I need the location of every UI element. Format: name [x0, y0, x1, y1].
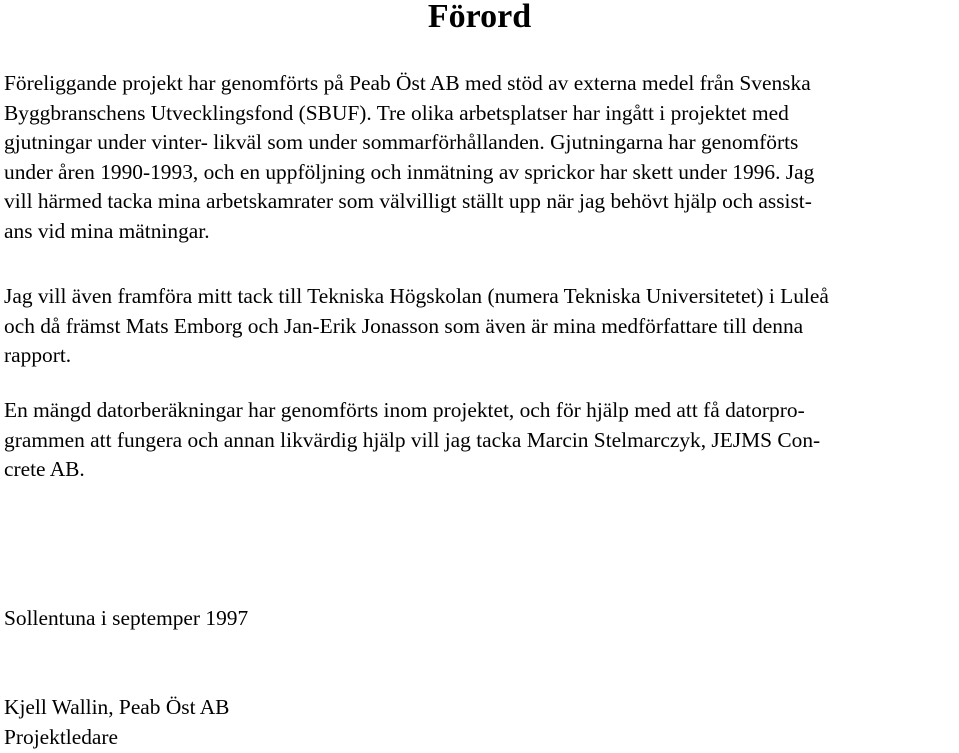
- paragraph-line: Föreliggande projekt har genomförts på Peab Öst AB med stöd av externa medel från Svenska: [4, 71, 811, 95]
- page-title: Förord: [427, 0, 532, 35]
- paragraph-line: Jag vill även framföra mitt tack till Tekniska Högskolan (numera Tekniska Universitetet) i Luleå: [4, 284, 829, 308]
- paragraph-line: rapport.: [4, 343, 72, 367]
- signature-block: [4, 693, 956, 752]
- paragraph-line: Byggbranschens Utvecklingsfond (SBUF). Tre olika arbetsplatser har ingått i projektet med: [4, 100, 789, 125]
- paragraph-line: och då främst Mats Emborg och Jan-Erik Jonasson som även är mina medförfattare till denna: [4, 313, 804, 338]
- paragraph-line: gjutningar under vinter- likväl som under sommarförhållanden. Gjutningarna har genomförts: [4, 130, 799, 154]
- place-date-line: Sollentuna i septemper 1997: [4, 606, 249, 630]
- paragraph-line: vill härmed tacka mina arbetskamrater som välvilligt ställt upp när jag behövt hjälp och assist-: [4, 189, 812, 213]
- paragraph-line: grammen att fungera och annan likvärdig hjälp vill jag tacka Marcin Stelmarczyk, JEJMS Con-: [4, 427, 821, 452]
- paragraph-line: ans vid mina mätningar.: [4, 218, 210, 243]
- paragraph-acknowledgement-3: [4, 396, 956, 485]
- paragraph-line: under åren 1990-1993, och en uppföljning och inmätning av sprickor har skett under 1996. Jag: [4, 159, 815, 184]
- signer-name: Kjell Wallin, Peab Öst AB: [4, 695, 230, 719]
- signature-place-date: [4, 604, 956, 634]
- paragraph-acknowledgement-2: [4, 282, 956, 371]
- signer-role: Projektledare: [4, 724, 119, 749]
- paragraph-line: En mängd datorberäkningar har genomförts inom projektet, och för hjälp med att få datorpro-: [4, 398, 805, 422]
- paragraph-line: crete AB.: [4, 457, 85, 481]
- paragraph-acknowledgement-1: [4, 69, 956, 246]
